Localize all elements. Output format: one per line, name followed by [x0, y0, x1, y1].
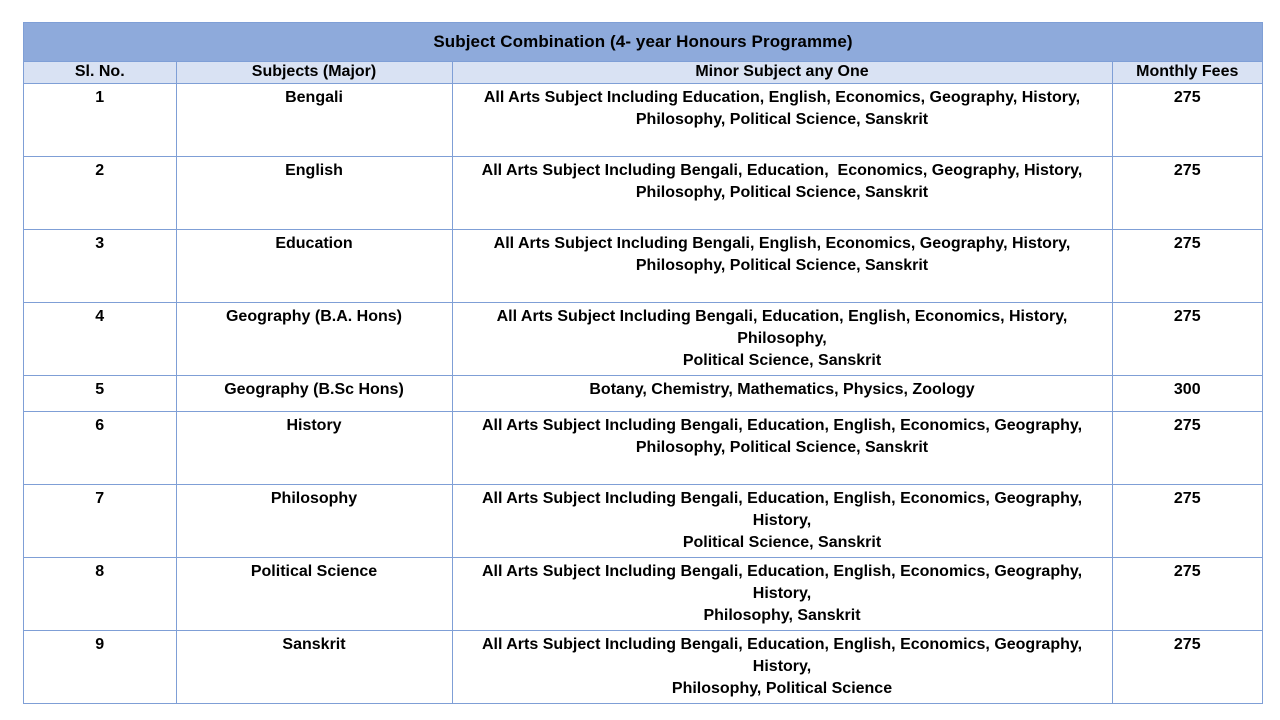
table-row	[24, 411, 1262, 484]
minor-line-2: Philosophy, Political Science	[671, 679, 893, 697]
minor-line-1: All Arts Subject Including Bengali, Education, English, Economics, History, Philosophy,	[496, 307, 1068, 347]
table-row	[24, 229, 1262, 302]
minor-line-2: Philosophy, Political Science, Sanskrit	[635, 256, 929, 274]
minor-line-1: All Arts Subject Including Bengali, Education, English, Economics, Geography, History,	[481, 562, 1083, 602]
cell-minor-subjects	[452, 557, 1112, 630]
table-row	[24, 484, 1262, 557]
subject-combination-table-container	[23, 22, 1263, 704]
minor-line-2: Philosophy, Political Science, Sanskrit	[635, 183, 929, 201]
minor-line-1: All Arts Subject Including Education, English, Economics, Geography, History,	[483, 88, 1081, 106]
cell-monthly-fees: 275	[1112, 484, 1262, 557]
cell-monthly-fees: 275	[1112, 557, 1262, 630]
cell-minor-subjects	[452, 156, 1112, 229]
cell-monthly-fees: 275	[1112, 630, 1262, 703]
cell-sl-no: 8	[24, 557, 176, 630]
cell-major-subject: English	[176, 156, 452, 229]
header-minor-subject: Minor Subject any One	[452, 62, 1112, 84]
header-sl-no: Sl. No.	[24, 62, 176, 84]
cell-minor-subjects	[452, 630, 1112, 703]
cell-minor-subjects	[452, 411, 1112, 484]
cell-major-subject: Geography (B.A. Hons)	[176, 302, 452, 375]
table-title: Subject Combination (4- year Honours Programme)	[24, 23, 1262, 62]
cell-monthly-fees: 275	[1112, 302, 1262, 375]
header-subjects-major: Subjects (Major)	[176, 62, 452, 84]
cell-major-subject: Political Science	[176, 557, 452, 630]
cell-sl-no: 9	[24, 630, 176, 703]
cell-sl-no: 3	[24, 229, 176, 302]
cell-major-subject: Sanskrit	[176, 630, 452, 703]
cell-monthly-fees: 300	[1112, 375, 1262, 411]
table-row	[24, 630, 1262, 703]
cell-monthly-fees: 275	[1112, 156, 1262, 229]
cell-minor-subjects	[452, 83, 1112, 156]
minor-line-1: All Arts Subject Including Bengali, Education, Economics, Geography, History,	[481, 161, 1083, 179]
cell-sl-no: 5	[24, 375, 176, 411]
minor-line-2: Philosophy, Sanskrit	[703, 606, 861, 624]
minor-line-1: All Arts Subject Including Bengali, Education, English, Economics, Geography, History,	[481, 489, 1083, 529]
cell-monthly-fees: 275	[1112, 83, 1262, 156]
table-row	[24, 302, 1262, 375]
minor-line-2: Philosophy, Political Science, Sanskrit	[635, 438, 929, 456]
cell-minor-subjects	[452, 484, 1112, 557]
cell-sl-no: 4	[24, 302, 176, 375]
cell-monthly-fees: 275	[1112, 229, 1262, 302]
header-row	[24, 62, 1262, 84]
cell-monthly-fees: 275	[1112, 411, 1262, 484]
cell-sl-no: 6	[24, 411, 176, 484]
table-row	[24, 375, 1262, 411]
cell-major-subject: Geography (B.Sc Hons)	[176, 375, 452, 411]
cell-major-subject: History	[176, 411, 452, 484]
minor-line-2: Political Science, Sanskrit	[682, 351, 882, 369]
cell-major-subject: Philosophy	[176, 484, 452, 557]
header-monthly-fees: Monthly Fees	[1112, 62, 1262, 84]
table-row	[24, 156, 1262, 229]
table-row	[24, 83, 1262, 156]
minor-line-1: All Arts Subject Including Bengali, Education, English, Economics, Geography, History,	[481, 635, 1083, 675]
subject-combination-table	[24, 62, 1262, 704]
cell-sl-no: 2	[24, 156, 176, 229]
cell-sl-no: 7	[24, 484, 176, 557]
minor-line-1: All Arts Subject Including Bengali, Education, English, Economics, Geography,	[481, 416, 1083, 434]
minor-line-1: All Arts Subject Including Bengali, English, Economics, Geography, History,	[493, 234, 1071, 252]
cell-major-subject: Education	[176, 229, 452, 302]
cell-minor-subjects	[452, 229, 1112, 302]
minor-line-2: Political Science, Sanskrit	[682, 533, 882, 551]
cell-minor-subjects	[452, 302, 1112, 375]
cell-major-subject: Bengali	[176, 83, 452, 156]
table-row	[24, 557, 1262, 630]
cell-sl-no: 1	[24, 83, 176, 156]
cell-minor-subjects: Botany, Chemistry, Mathematics, Physics, Zoology	[452, 375, 1112, 411]
minor-line-2: Philosophy, Political Science, Sanskrit	[635, 110, 929, 128]
